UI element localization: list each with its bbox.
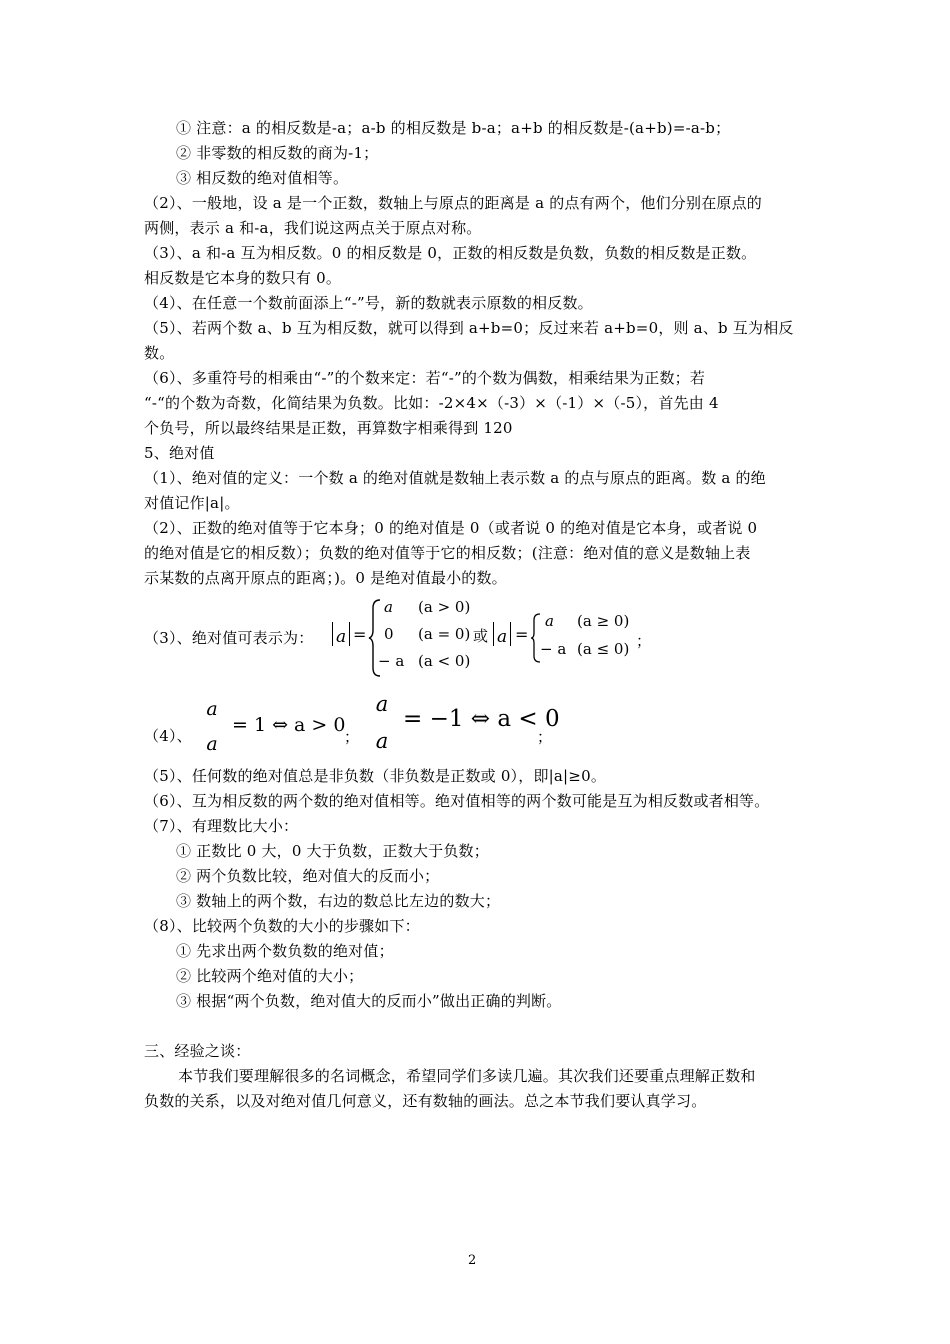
fraction-numerator-2: a	[375, 692, 389, 716]
semicolon: ；	[636, 632, 652, 650]
section-heading: 三、经验之谈：	[144, 1042, 251, 1060]
equivalence-positive: = 1 ⇔ a > 0	[232, 714, 346, 736]
text-line: （6）、多重符号的相乘由“-”的个数来定：若“-”的个数为偶数，相乘结果为正数；若	[144, 369, 706, 387]
fraction-numerator: a	[206, 698, 218, 720]
text-line: （6）、互为相反数的两个数的绝对值相等。绝对值相等的两个数可能是互为相反数或者相等。	[144, 792, 770, 810]
paragraph-line: 本节我们要理解很多的名词概念，希望同学们多读几遍。其次我们还要重点理解正数和	[178, 1067, 756, 1085]
abs-a-2: a	[490, 622, 514, 647]
case1-value: a	[384, 598, 393, 616]
section-heading: 5、绝对值	[144, 444, 215, 462]
alt1-condition: (a ≥ 0)	[577, 612, 630, 630]
text-line: （4）、在任意一个数前面添上“-”号，新的数就表示原数的相反数。	[144, 294, 593, 312]
text-line: ② 非零数的相反数的商为-1；	[176, 144, 379, 162]
alt2-value: − a	[540, 640, 567, 658]
list-item: ① 正数比 0 大，0 大于负数，正数大于负数；	[176, 842, 489, 860]
text-line: 两侧，表示 a 和-a，我们说这两点关于原点对称。	[144, 219, 482, 237]
formula-prefix: （3）、绝对值可表示为：	[144, 629, 314, 647]
alt2-condition: (a ≤ 0)	[577, 640, 630, 658]
or-text: 或	[473, 627, 489, 645]
case3-value: − a	[378, 652, 405, 670]
text-line: （2）、一般地，设 a 是一个正数，数轴上与原点的距离是 a 的点有两个，他们分别在原点的	[144, 194, 763, 212]
text-line: 相反数是它本身的数只有 0。	[144, 269, 342, 287]
case3-condition: (a < 0)	[418, 652, 471, 670]
text-line: （8）、比较两个负数的大小的步骤如下：	[144, 917, 420, 935]
list-item: ③ 数轴上的两个数，右边的数总比左边的数大；	[176, 892, 501, 910]
formula-prefix: （4）、	[144, 727, 192, 745]
equivalence-negative: = −1 ⇔ a < 0	[403, 706, 560, 732]
semicolon-end: ；	[537, 728, 553, 746]
text-line: “-“的个数为奇数，化简结果为负数。比如：-2×4×（-3）×（-1）×（-5），首先由 4	[144, 394, 719, 412]
list-item: ② 比较两个绝对值的大小；	[176, 967, 364, 985]
alt1-value: a	[545, 612, 554, 630]
case2-value: 0	[384, 625, 394, 643]
list-item: ① 先求出两个数负数的绝对值；	[176, 942, 394, 960]
list-item: ② 两个负数比较，绝对值大的反而小；	[176, 867, 440, 885]
case1-condition: (a > 0)	[418, 598, 471, 616]
text-line: 示某数的点离开原点的距离；)。0 是绝对值最小的数。	[144, 569, 507, 587]
text-line: 数。	[144, 344, 175, 362]
text-line: （1）、绝对值的定义：一个数 a 的绝对值就是数轴上表示数 a 的点与原点的距离。数 a 的绝	[144, 469, 766, 487]
text-line: ① 注意：a 的相反数是-a；a-b 的相反数是 b-a；a+b 的相反数是-(a+b)=-a-b；	[176, 119, 731, 137]
text-line: （7）、有理数比大小：	[144, 817, 299, 835]
separator: ；	[344, 728, 360, 746]
fraction-denominator: a	[206, 733, 218, 755]
text-line: （5）、任何数的绝对值总是非负数（非负数是正数或 0），即|a|≥0。	[144, 767, 607, 785]
text-line: （5）、若两个数 a、b 互为相反数，就可以得到 a+b=0；反过来若 a+b=0，则 a、b 互为相反	[144, 319, 794, 337]
text-line: 对值记作|a|。	[144, 494, 240, 512]
text-line: （2）、正数的绝对值等于它本身；0 的绝对值是 0（或者说 0 的绝对值是它本身，或者说 0	[144, 519, 758, 537]
text-line: ③ 相反数的绝对值相等。	[176, 169, 349, 187]
equals-sign-2: =	[515, 625, 529, 644]
page-number: 2	[468, 1253, 477, 1268]
text-line: （3）、a 和-a 互为相反数。0 的相反数是 0，正数的相反数是负数，负数的相反数是正数。	[144, 244, 757, 262]
text-line: 的绝对值是它的相反数）；负数的绝对值等于它的相反数；(注意：绝对值的意义是数轴上表	[144, 544, 751, 562]
case2-condition: (a = 0)	[418, 625, 471, 643]
fraction-denominator-2: a	[375, 729, 389, 753]
list-item: ③ 根据“两个负数，绝对值大的反而小”做出正确的判断。	[176, 992, 562, 1010]
abs-a: a	[329, 622, 353, 647]
paragraph-line: 负数的关系，以及对绝对值几何意义，还有数轴的画法。总之本节我们要认真学习。	[144, 1092, 707, 1110]
text-line: 个负号，所以最终结果是正数，再算数字相乘得到 120	[144, 419, 513, 437]
equals-sign: =	[353, 625, 367, 644]
